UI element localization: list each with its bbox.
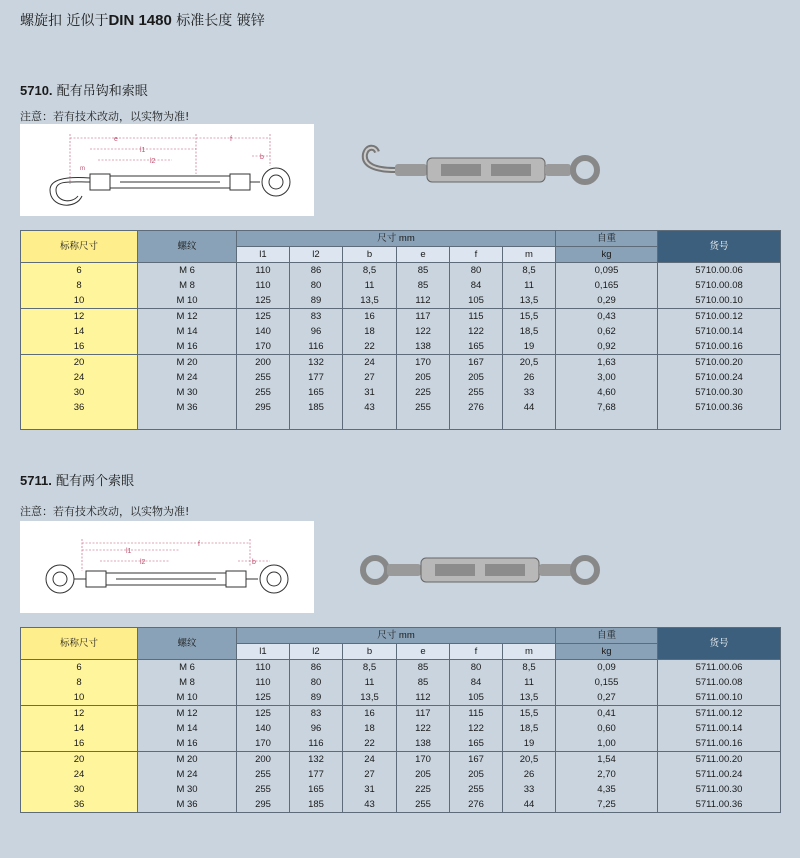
cell-nominal: 24 xyxy=(21,370,138,385)
table-row xyxy=(21,752,781,768)
cell-thread: M 30 xyxy=(138,782,237,797)
cell-thread: M 36 xyxy=(138,797,237,813)
cell-b: 18 xyxy=(343,324,397,339)
cell-nominal: 30 xyxy=(21,385,138,400)
cell-f: 84 xyxy=(450,278,503,293)
cell-thread: M 6 xyxy=(138,660,237,676)
cell-thread: M 20 xyxy=(138,752,237,768)
cell-nominal: 20 xyxy=(21,355,138,371)
cell-weight: 0,41 xyxy=(556,706,658,722)
cell-e: 112 xyxy=(397,293,450,309)
cell-thread: M 8 xyxy=(138,675,237,690)
hook-eye-turnbuckle-drawing xyxy=(20,124,314,216)
cell-m: 20,5 xyxy=(503,355,556,371)
header-nominal: 标称尺寸 xyxy=(21,628,138,660)
cell-weight: 0,155 xyxy=(556,675,658,690)
cell-l2: 83 xyxy=(290,706,343,722)
cell-nominal: 6 xyxy=(21,263,138,279)
cell-nominal: 36 xyxy=(21,400,138,415)
dim-label-b: b xyxy=(252,559,256,566)
hook-eye-photo-svg xyxy=(355,140,605,200)
header-partno: 货号 xyxy=(658,628,781,660)
cell-e: 85 xyxy=(397,278,450,293)
cell-partno: 5710.00.12 xyxy=(658,309,781,325)
cell-e: 122 xyxy=(397,324,450,339)
cell-nominal: 12 xyxy=(21,309,138,325)
table-row xyxy=(21,278,781,293)
eye-eye-photo-svg xyxy=(355,540,605,600)
cell-l1: 125 xyxy=(237,309,290,325)
cell-weight: 0,92 xyxy=(556,339,658,355)
cell-m: 15,5 xyxy=(503,706,556,722)
cell-l1: 110 xyxy=(237,660,290,676)
cell-e: 170 xyxy=(397,752,450,768)
cell-l1: 200 xyxy=(237,355,290,371)
cell-l2: 83 xyxy=(290,309,343,325)
cell-m: 44 xyxy=(503,797,556,813)
cell-partno: 5710.00.36 xyxy=(658,400,781,415)
cell-partno: 5710.00.30 xyxy=(658,385,781,400)
cell-nominal: 14 xyxy=(21,721,138,736)
cell-m: 11 xyxy=(503,675,556,690)
section-number: 5710. xyxy=(20,83,53,98)
cell-e: 225 xyxy=(397,782,450,797)
cell-f: 205 xyxy=(450,767,503,782)
dim-label-b: b xyxy=(260,154,264,161)
cell-partno: 5711.00.20 xyxy=(658,752,781,768)
cell-b: 27 xyxy=(343,370,397,385)
header-weight-unit: kg xyxy=(556,247,658,263)
table-row xyxy=(21,400,781,415)
spec-table-5711 xyxy=(20,627,781,813)
cell-thread: M 10 xyxy=(138,690,237,706)
cell-m: 26 xyxy=(503,370,556,385)
cell-e: 225 xyxy=(397,385,450,400)
section-number: 5711. xyxy=(20,473,52,488)
cell-partno: 5710.00.14 xyxy=(658,324,781,339)
cell-f: 255 xyxy=(450,782,503,797)
section-name: 配有吊钩和索眼 xyxy=(56,84,148,99)
cell-f: 80 xyxy=(450,660,503,676)
cell-f: 80 xyxy=(450,263,503,279)
cell-partno: 5711.00.12 xyxy=(658,706,781,722)
cell-f: 105 xyxy=(450,293,503,309)
section-5710-title xyxy=(20,80,148,99)
cell-partno: 5711.00.16 xyxy=(658,736,781,752)
header-thread: 螺纹 xyxy=(138,231,237,263)
cell-f: 122 xyxy=(450,324,503,339)
cell-b: 11 xyxy=(343,675,397,690)
cell-l1: 255 xyxy=(237,385,290,400)
cell-e: 138 xyxy=(397,736,450,752)
cell-thread: M 24 xyxy=(138,370,237,385)
cell-nominal: 12 xyxy=(21,706,138,722)
cell-l1: 125 xyxy=(237,293,290,309)
header-col-e: e xyxy=(397,247,450,263)
cell-l2: 89 xyxy=(290,690,343,706)
table-row xyxy=(21,385,781,400)
cell-b: 11 xyxy=(343,278,397,293)
table-row xyxy=(21,293,781,309)
cell-b: 16 xyxy=(343,309,397,325)
cell-l1: 170 xyxy=(237,339,290,355)
section-5710-note: 注意：若有技术改动，以实物为准! xyxy=(20,110,190,123)
cell-l2: 96 xyxy=(290,324,343,339)
cell-thread: M 14 xyxy=(138,721,237,736)
section-5711-title xyxy=(20,470,134,489)
cell-f: 276 xyxy=(450,400,503,415)
cell-b: 31 xyxy=(343,385,397,400)
cell-m: 33 xyxy=(503,782,556,797)
cell-nominal: 16 xyxy=(21,339,138,355)
table-row xyxy=(21,675,781,690)
header-col-b: b xyxy=(343,644,397,660)
cell-b: 24 xyxy=(343,752,397,768)
cell-f: 276 xyxy=(450,797,503,813)
cell-thread: M 6 xyxy=(138,263,237,279)
cell-l1: 140 xyxy=(237,324,290,339)
cell-partno: 5710.00.20 xyxy=(658,355,781,371)
cell-l2: 132 xyxy=(290,752,343,768)
table-row xyxy=(21,309,781,325)
cell-e: 117 xyxy=(397,309,450,325)
cell-l1: 295 xyxy=(237,797,290,813)
cell-f: 115 xyxy=(450,309,503,325)
page-title-prefix: 螺旋扣 近似于 xyxy=(20,13,109,29)
cell-f: 122 xyxy=(450,721,503,736)
header-thread: 螺纹 xyxy=(138,628,237,660)
cell-l2: 80 xyxy=(290,278,343,293)
cell-b: 24 xyxy=(343,355,397,371)
cell-e: 255 xyxy=(397,400,450,415)
cell-nominal: 36 xyxy=(21,797,138,813)
header-col-l2: l2 xyxy=(290,247,343,263)
page-title xyxy=(20,10,265,30)
cell-nominal: 6 xyxy=(21,660,138,676)
cell-b: 18 xyxy=(343,721,397,736)
cell-b: 27 xyxy=(343,767,397,782)
cell-l2: 185 xyxy=(290,797,343,813)
table-row-filler xyxy=(21,415,781,430)
cell-b: 13,5 xyxy=(343,293,397,309)
hook-eye-turnbuckle-photo xyxy=(355,140,605,204)
cell-m: 44 xyxy=(503,400,556,415)
cell-weight: 1,54 xyxy=(556,752,658,768)
cell-weight: 4,35 xyxy=(556,782,658,797)
cell-l1: 110 xyxy=(237,278,290,293)
cell-nominal: 24 xyxy=(21,767,138,782)
cell-b: 8,5 xyxy=(343,660,397,676)
cell-weight: 0,09 xyxy=(556,660,658,676)
cell-m: 8,5 xyxy=(503,263,556,279)
cell-e: 255 xyxy=(397,797,450,813)
cell-nominal: 14 xyxy=(21,324,138,339)
cell-partno: 5711.00.14 xyxy=(658,721,781,736)
cell-nominal: 8 xyxy=(21,278,138,293)
cell-m: 15,5 xyxy=(503,309,556,325)
cell-e: 138 xyxy=(397,339,450,355)
cell-e: 117 xyxy=(397,706,450,722)
eye-eye-turnbuckle-photo xyxy=(355,540,605,604)
cell-f: 255 xyxy=(450,385,503,400)
cell-weight: 7,68 xyxy=(556,400,658,415)
cell-l2: 165 xyxy=(290,782,343,797)
cell-l1: 295 xyxy=(237,400,290,415)
cell-m: 13,5 xyxy=(503,690,556,706)
cell-b: 8,5 xyxy=(343,263,397,279)
cell-b: 22 xyxy=(343,736,397,752)
header-col-l1: l1 xyxy=(237,247,290,263)
cell-thread: M 12 xyxy=(138,309,237,325)
cell-thread: M 16 xyxy=(138,736,237,752)
header-col-b: b xyxy=(343,247,397,263)
cell-l1: 125 xyxy=(237,706,290,722)
table-body-5711 xyxy=(21,660,781,813)
cell-f: 105 xyxy=(450,690,503,706)
cell-partno: 5711.00.06 xyxy=(658,660,781,676)
cell-m: 13,5 xyxy=(503,293,556,309)
cell-e: 170 xyxy=(397,355,450,371)
cell-l1: 110 xyxy=(237,675,290,690)
cell-l1: 255 xyxy=(237,782,290,797)
page-title-standard: DIN 1480 xyxy=(108,12,172,29)
header-weight: 自重 xyxy=(556,231,658,247)
cell-e: 122 xyxy=(397,721,450,736)
cell-e: 85 xyxy=(397,675,450,690)
cell-b: 16 xyxy=(343,706,397,722)
spec-table-5710 xyxy=(20,230,781,430)
cell-f: 165 xyxy=(450,339,503,355)
cell-partno: 5711.00.36 xyxy=(658,797,781,813)
cell-l1: 110 xyxy=(237,263,290,279)
table-row xyxy=(21,660,781,676)
cell-b: 43 xyxy=(343,797,397,813)
cell-nominal: 8 xyxy=(21,675,138,690)
cell-partno: 5711.00.24 xyxy=(658,767,781,782)
cell-f: 165 xyxy=(450,736,503,752)
cell-thread: M 8 xyxy=(138,278,237,293)
header-dims: 尺寸 mm xyxy=(237,628,556,644)
header-col-m: m xyxy=(503,644,556,660)
cell-nominal: 16 xyxy=(21,736,138,752)
cell-l1: 255 xyxy=(237,767,290,782)
table-row xyxy=(21,263,781,279)
table-row xyxy=(21,355,781,371)
cell-l2: 86 xyxy=(290,263,343,279)
table-body-5710 xyxy=(21,263,781,430)
page-title-suffix: 标准长度 镀锌 xyxy=(171,13,265,29)
header-col-f: f xyxy=(450,247,503,263)
header-nominal: 标称尺寸 xyxy=(21,231,138,263)
header-weight-unit: kg xyxy=(556,644,658,660)
header-col-f: f xyxy=(450,644,503,660)
dim-label-f: f xyxy=(198,541,200,548)
cell-thread: M 16 xyxy=(138,339,237,355)
cell-f: 115 xyxy=(450,706,503,722)
cell-l2: 80 xyxy=(290,675,343,690)
cell-weight: 0,27 xyxy=(556,690,658,706)
cell-l2: 89 xyxy=(290,293,343,309)
header-col-l2: l2 xyxy=(290,644,343,660)
cell-m: 11 xyxy=(503,278,556,293)
hook-eye-drawing-svg xyxy=(20,124,314,216)
cell-l1: 170 xyxy=(237,736,290,752)
cell-m: 20,5 xyxy=(503,752,556,768)
cell-nominal: 20 xyxy=(21,752,138,768)
cell-weight: 0,62 xyxy=(556,324,658,339)
cell-weight: 1,00 xyxy=(556,736,658,752)
section-name: 配有两个索眼 xyxy=(55,474,134,489)
cell-partno: 5710.00.16 xyxy=(658,339,781,355)
dim-label-l2: l2 xyxy=(140,559,146,566)
cell-weight: 0,29 xyxy=(556,293,658,309)
cell-weight: 0,43 xyxy=(556,309,658,325)
cell-l2: 116 xyxy=(290,339,343,355)
cell-thread: M 20 xyxy=(138,355,237,371)
header-dims: 尺寸 mm xyxy=(237,231,556,247)
cell-thread: M 14 xyxy=(138,324,237,339)
cell-weight: 1,63 xyxy=(556,355,658,371)
cell-nominal: 30 xyxy=(21,782,138,797)
cell-l2: 96 xyxy=(290,721,343,736)
cell-partno: 5711.00.10 xyxy=(658,690,781,706)
cell-m: 19 xyxy=(503,339,556,355)
cell-l2: 177 xyxy=(290,767,343,782)
cell-thread: M 36 xyxy=(138,400,237,415)
table-row xyxy=(21,782,781,797)
cell-l1: 200 xyxy=(237,752,290,768)
cell-b: 13,5 xyxy=(343,690,397,706)
cell-partno: 5710.00.24 xyxy=(658,370,781,385)
cell-f: 205 xyxy=(450,370,503,385)
table-row xyxy=(21,736,781,752)
table-row xyxy=(21,690,781,706)
cell-nominal: 10 xyxy=(21,690,138,706)
cell-b: 31 xyxy=(343,782,397,797)
cell-l2: 116 xyxy=(290,736,343,752)
cell-e: 112 xyxy=(397,690,450,706)
dim-label-e: e xyxy=(114,136,118,143)
cell-m: 18,5 xyxy=(503,324,556,339)
cell-weight: 4,60 xyxy=(556,385,658,400)
dim-label-l2: l2 xyxy=(150,158,156,165)
cell-m: 19 xyxy=(503,736,556,752)
cell-l2: 132 xyxy=(290,355,343,371)
cell-f: 84 xyxy=(450,675,503,690)
cell-partno: 5711.00.08 xyxy=(658,675,781,690)
table-row xyxy=(21,706,781,722)
cell-weight: 3,00 xyxy=(556,370,658,385)
cell-f: 167 xyxy=(450,752,503,768)
cell-partno: 5711.00.30 xyxy=(658,782,781,797)
cell-m: 26 xyxy=(503,767,556,782)
header-col-e: e xyxy=(397,644,450,660)
cell-l2: 86 xyxy=(290,660,343,676)
dim-label-f: f xyxy=(230,136,232,143)
section-5711-note: 注意：若有技术改动，以实物为准! xyxy=(20,505,190,518)
table-row xyxy=(21,370,781,385)
cell-f: 167 xyxy=(450,355,503,371)
cell-nominal: 10 xyxy=(21,293,138,309)
cell-m: 33 xyxy=(503,385,556,400)
cell-thread: M 24 xyxy=(138,767,237,782)
cell-partno: 5710.00.10 xyxy=(658,293,781,309)
cell-weight: 0,165 xyxy=(556,278,658,293)
cell-weight: 7,25 xyxy=(556,797,658,813)
table-row xyxy=(21,797,781,813)
header-col-l1: l1 xyxy=(237,644,290,660)
table-row xyxy=(21,721,781,736)
cell-m: 8,5 xyxy=(503,660,556,676)
cell-e: 85 xyxy=(397,263,450,279)
cell-thread: M 30 xyxy=(138,385,237,400)
header-partno: 货号 xyxy=(658,231,781,263)
cell-l1: 140 xyxy=(237,721,290,736)
cell-b: 43 xyxy=(343,400,397,415)
cell-e: 205 xyxy=(397,370,450,385)
cell-weight: 0,60 xyxy=(556,721,658,736)
table-row xyxy=(21,339,781,355)
cell-e: 205 xyxy=(397,767,450,782)
cell-l2: 177 xyxy=(290,370,343,385)
cell-weight: 2,70 xyxy=(556,767,658,782)
cell-l1: 255 xyxy=(237,370,290,385)
eye-eye-turnbuckle-drawing xyxy=(20,521,314,613)
cell-l2: 165 xyxy=(290,385,343,400)
table-row xyxy=(21,324,781,339)
cell-weight: 0,095 xyxy=(556,263,658,279)
cell-e: 85 xyxy=(397,660,450,676)
cell-partno: 5710.00.08 xyxy=(658,278,781,293)
dim-label-l1: l1 xyxy=(126,548,132,555)
cell-partno: 5710.00.06 xyxy=(658,263,781,279)
cell-thread: M 10 xyxy=(138,293,237,309)
header-weight: 自重 xyxy=(556,628,658,644)
header-col-m: m xyxy=(503,247,556,263)
table-row xyxy=(21,767,781,782)
eye-eye-drawing-svg xyxy=(20,521,314,613)
cell-m: 18,5 xyxy=(503,721,556,736)
cell-thread: M 12 xyxy=(138,706,237,722)
cell-l2: 185 xyxy=(290,400,343,415)
dim-label-l1: l1 xyxy=(140,147,146,154)
dim-label-m: m xyxy=(80,166,85,172)
cell-l1: 125 xyxy=(237,690,290,706)
cell-b: 22 xyxy=(343,339,397,355)
